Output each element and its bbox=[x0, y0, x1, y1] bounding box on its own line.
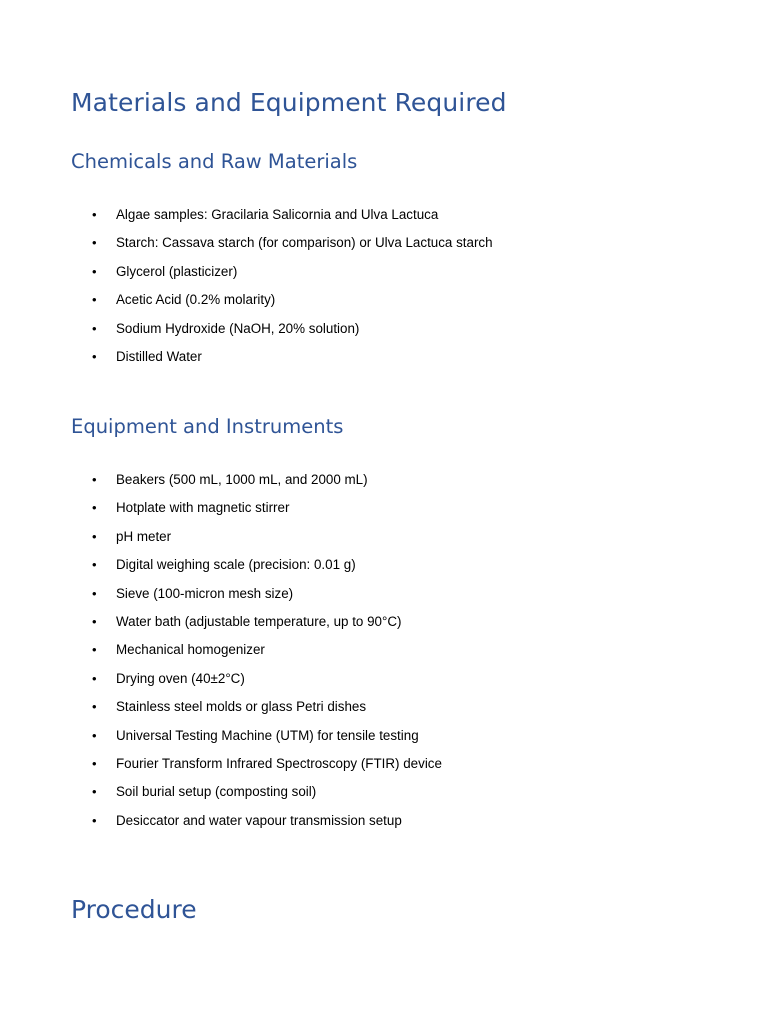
list-item bbox=[92, 580, 442, 608]
list-item-text: Beakers (500 mL, 1000 mL, and 2000 mL) bbox=[116, 472, 368, 487]
list-item-text: Hotplate with magnetic stirrer bbox=[116, 500, 290, 516]
list-item-text: Drying oven (40±2°C) bbox=[116, 670, 245, 686]
bullet-icon: • bbox=[92, 235, 97, 251]
list-item bbox=[92, 693, 442, 721]
list-item-text: Fourier Transform Infrared Spectroscopy (FTIR) device bbox=[116, 755, 442, 771]
list-item bbox=[92, 229, 493, 257]
list-item bbox=[92, 201, 493, 229]
list-item-text: Stainless steel molds or glass Petri dishes bbox=[116, 699, 367, 715]
bullet-icon: • bbox=[92, 528, 97, 544]
bullet-icon: • bbox=[92, 755, 97, 771]
bullet-icon: • bbox=[92, 320, 97, 336]
list-item bbox=[92, 258, 493, 286]
list-item bbox=[92, 750, 442, 778]
list-item-text: pH meter bbox=[116, 528, 172, 544]
bullet-icon: • bbox=[92, 207, 97, 222]
procedure-heading: Procedure bbox=[71, 895, 197, 924]
list-item bbox=[92, 466, 442, 494]
list-item-text: Universal Testing Machine (UTM) for tensile testing bbox=[116, 727, 419, 743]
equipment-list bbox=[92, 466, 442, 835]
list-item-text: Distilled Water bbox=[116, 348, 202, 364]
bullet-icon: • bbox=[92, 727, 97, 743]
list-item-text: Glycerol (plasticizer) bbox=[116, 263, 238, 279]
list-item-text: Sieve (100-micron mesh size) bbox=[116, 585, 294, 601]
bullet-icon: • bbox=[92, 613, 97, 629]
list-item bbox=[92, 665, 442, 693]
bullet-icon: • bbox=[92, 585, 97, 601]
list-item-text: Mechanical homogenizer bbox=[116, 642, 265, 658]
bullet-icon: • bbox=[92, 472, 97, 487]
list-item-text: Digital weighing scale (precision: 0.01 g) bbox=[116, 557, 356, 573]
list-item-text: Acetic Acid (0.2% molarity) bbox=[116, 292, 276, 308]
list-item bbox=[92, 636, 442, 664]
bullet-icon: • bbox=[92, 557, 97, 573]
bullet-icon: • bbox=[92, 699, 97, 715]
bullet-icon: • bbox=[92, 348, 97, 364]
list-item-text: Water bath (adjustable temperature, up to 90°C) bbox=[116, 613, 402, 629]
section-heading-chemicals: Chemicals and Raw Materials bbox=[71, 150, 358, 173]
chemicals-list bbox=[92, 201, 493, 371]
list-item-text: Soil burial setup (composting soil) bbox=[116, 784, 317, 800]
bullet-icon: • bbox=[92, 263, 97, 279]
page-title: Materials and Equipment Required bbox=[71, 88, 507, 117]
list-item-text: Algae samples: Gracilaria Salicornia and Ulva Lactuca bbox=[116, 207, 439, 222]
list-item-text: Desiccator and water vapour transmission setup bbox=[116, 812, 402, 828]
bullet-icon: • bbox=[92, 812, 97, 828]
list-item bbox=[92, 722, 442, 750]
list-item bbox=[92, 343, 493, 371]
bullet-icon: • bbox=[92, 500, 97, 516]
list-item-text: Starch: Cassava starch (for comparison) or Ulva Lactuca starch bbox=[116, 235, 493, 251]
list-item bbox=[92, 315, 493, 343]
list-item bbox=[92, 778, 442, 806]
list-item-text: Sodium Hydroxide (NaOH, 20% solution) bbox=[116, 320, 360, 336]
list-item bbox=[92, 286, 493, 314]
bullet-icon: • bbox=[92, 784, 97, 800]
list-item bbox=[92, 523, 442, 551]
list-item bbox=[92, 494, 442, 522]
bullet-icon: • bbox=[92, 670, 97, 686]
bullet-icon: • bbox=[92, 642, 97, 658]
bullet-icon: • bbox=[92, 292, 97, 308]
list-item bbox=[92, 807, 442, 835]
list-item bbox=[92, 608, 442, 636]
list-item bbox=[92, 551, 442, 579]
section-heading-equipment: Equipment and Instruments bbox=[71, 415, 344, 438]
